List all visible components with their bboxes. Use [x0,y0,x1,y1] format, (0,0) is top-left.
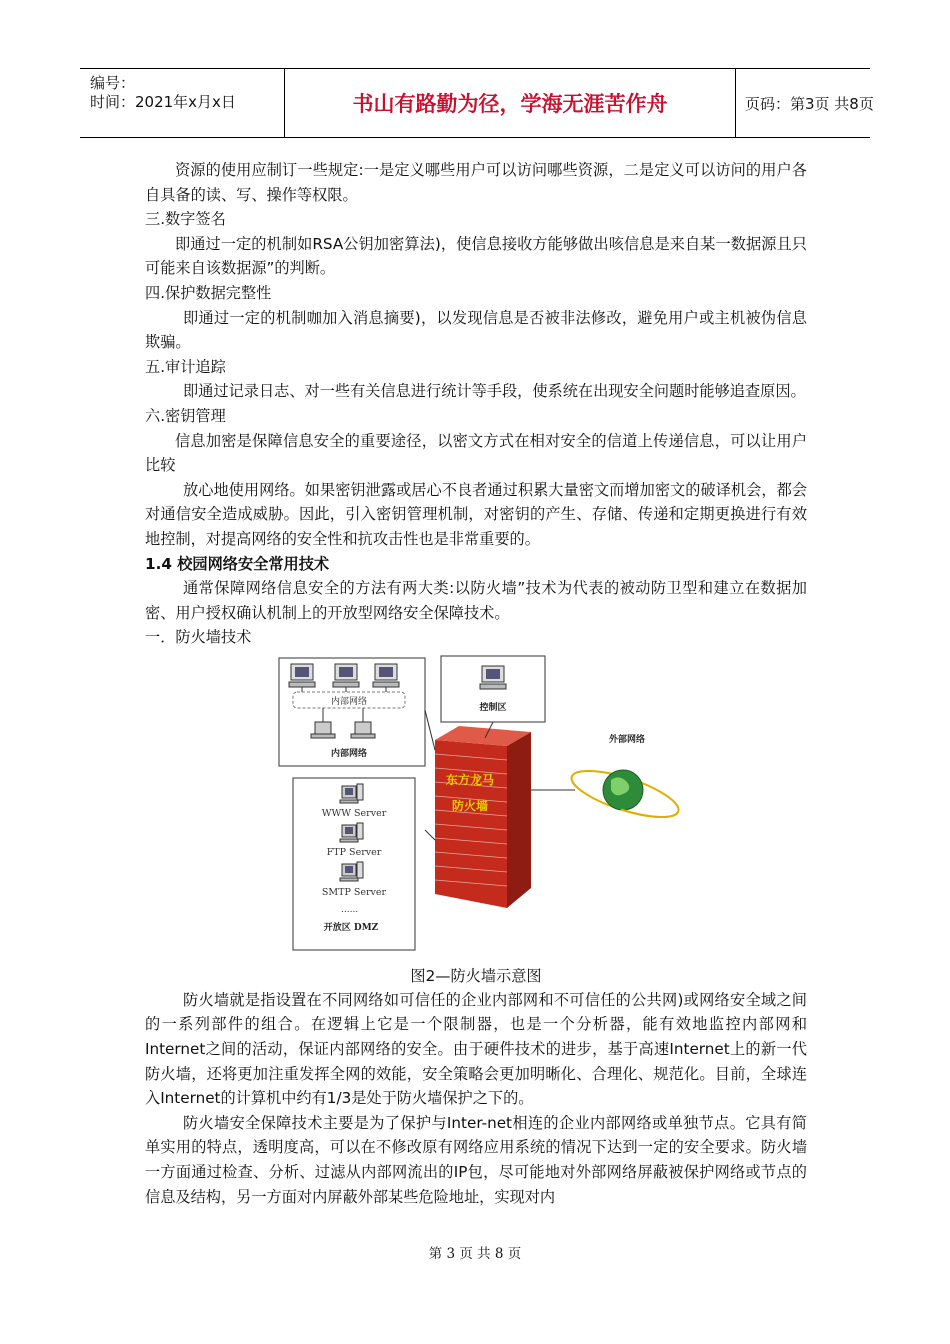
internal-network-label: 内部网络 [330,696,368,707]
chapter-heading: 1.4 校园网络安全常用技术 [145,554,330,573]
page-header [80,68,874,138]
dmz-dots: ...... [341,904,359,915]
section-heading: 四.保护数据完整性 [145,283,272,302]
firewall-diagram [145,650,807,964]
number-label: 编号： [90,74,136,92]
paragraph: 资源的使用应制订一些规定:一是定义哪些用户可以访问哪些资源，二是定义可以访问的用户各自具备的读、写、操作等权限。 [145,161,807,204]
server-icon [340,862,363,881]
external-network-label: 外部网络 [608,734,646,745]
laptop-icon [351,722,375,738]
time-label: 时间：2021年x月x日 [90,93,236,111]
header-left-cell [80,69,284,137]
smtp-server-label: SMTP Server [321,886,387,898]
wall-text-2: 防火墙 [451,798,489,813]
paragraph: 放心地使用网络。如果密钥泄露或居心不良者通过积累大量密文而增加密文的破译机会，都会对通信安全造成威胁。因此，引入密钥管理机制，对密钥的产生、存储、传递和定期更换进行有效地控制，对提高网络的安全性和抗攻击性也是非常重要的。 [145,480,807,548]
internal-network-bottom-label: 内部网络 [330,748,368,759]
section-heading: 六.密钥管理 [145,406,226,425]
server-icon [340,823,363,842]
paragraph: 通常保障网络信息安全的方法有两大类:以防火墙”技术为代表的被动防卫型和建立在数据加密、用户授权确认机制上的开放型网络安全保障技术。 [145,579,807,622]
laptop-icon [311,722,335,738]
paragraph: 即通过记录日志、对一些有关信息进行统计等手段，使系统在出现安全问题时能够追查原因。 [183,382,806,401]
paragraph: 即通过一定的机制咖加入消息摘要)，以发现信息是否被非法修改，避免用户或主机被伪信息欺骗。 [145,308,807,352]
globe-icon [567,761,683,826]
paragraph: 即通过一定的机制如RSA公钥加密算法)，使信息接收方能够做出咳信息是来自某一数据源且只可能来自该数据源”的判断。 [145,234,807,278]
section-heading: 三.数字签名 [145,210,226,229]
page-footer: 第 3 页 共 8 页 [428,1246,522,1262]
dmz-label: 开放区 DMZ [323,922,379,933]
paragraph: 防火墙安全保障技术主要是为了保护与Inter-net相连的企业内部网络或单独节点。它具有简单实用的特点，透明度高，可以在不修改原有网络应用系统的情况下达到一定的安全要求。防火墙一方面通过检查、分析、过滤从内部网流出的IP包，尽可能地对外部网络屏蔽被保护网络或节点的信息及结构，另一方面对内屏蔽外部某些危险地址，实现对内 [145,1113,807,1206]
server-icon [340,784,363,803]
www-server-label: WWW Server [321,807,387,819]
computer-icon [373,664,399,687]
figure-caption: 图2—防火墙示意图 [410,966,542,985]
paragraph: 信息加密是保障信息安全的重要途径，以密文方式在相对安全的信道上传递信息，可以让用户比较 [145,431,807,475]
page-info: 页码：第3页 共8页 [745,94,874,113]
firewall-diagram-svg [145,650,807,964]
section-heading: 五.审计追踪 [145,357,226,376]
control-zone-label: 控制区 [479,702,507,713]
document-body [145,158,807,1209]
ftp-server-label: FTP Server [326,846,382,858]
computer-icon [333,664,359,687]
paragraph: 防火墙就是指设置在不同网络如可信任的企业内部网和不可信任的公共网)或网络安全域之间的一系列部件的组合。在逻辑上它是一个限制器，也是一个分析器，能有效地监控内部网和Internet之间的活动，保证内部网络的安全。由于硬件技术的进步，基于高速Internet上的新一代防火墙，还将更加注重发挥全网的效能，安全策略会更加明晰化、合理化、规范化。目前，全球连入Internet的计算机中约有1/3是处于防火墙保护之下的。 [145,990,807,1108]
firewall-wall-icon [435,726,531,908]
wall-text-1: 东方龙马 [445,772,495,787]
motto: 书山有路勤为径，学海无涯苦作舟 [284,69,736,137]
computer-icon [480,666,506,689]
computer-icon [289,664,315,687]
section-heading: 一．防火墙技术 [145,628,252,647]
